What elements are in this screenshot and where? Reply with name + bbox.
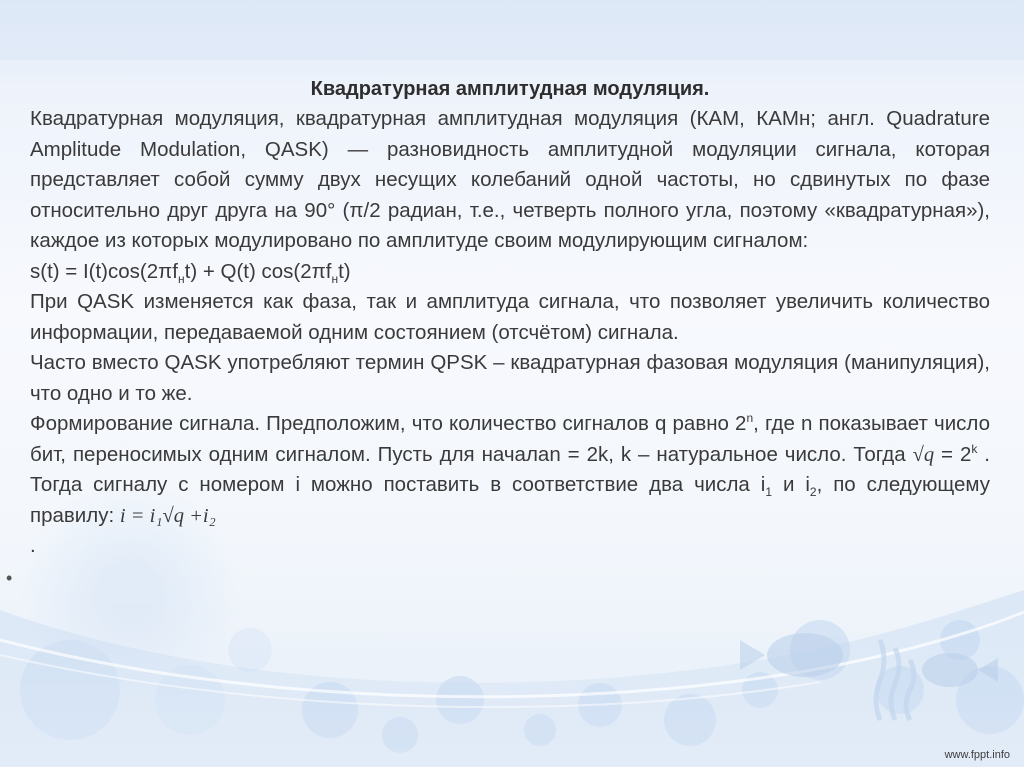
- bullet-dot: •: [6, 568, 13, 588]
- formation-sub-2: 2: [809, 485, 817, 500]
- paragraph-signal-formation: [30, 409, 990, 531]
- signal-formula: [30, 257, 990, 288]
- formula-part-1: s(t) = I(t)cos(2πf: [30, 259, 178, 283]
- formation-sup-n: n: [746, 411, 754, 426]
- formula-sub-2: н: [331, 271, 339, 286]
- formation-text-1: Формирование сигнала. Предположим, что количество сигналов q равно 2: [30, 412, 747, 435]
- slide-title: Квадратурная амплитудная модуляция.: [310, 78, 710, 100]
- formation-text-5: и i: [772, 473, 810, 496]
- formula-part-3: t): [338, 259, 351, 283]
- formation-text-3: = 2: [934, 442, 972, 466]
- mapping-rule: i = i₁√q +i₂: [119, 504, 216, 527]
- sqrt-q: √q: [912, 443, 935, 466]
- footer-site-url: www.fppt.info: [944, 749, 1010, 761]
- formation-sup-k: k: [971, 441, 978, 456]
- formation-text-4: . Тогда сигналу с номером i можно поставить в соответствие два числа i: [30, 442, 990, 496]
- formation-text-6: , по следующему правилу:: [30, 473, 991, 527]
- slide-body: [30, 74, 990, 562]
- paragraph-qpsk: Часто вместо QASK употребляют термин QPSK – квадратурная фазовая модуляция (манипуляция), что одно и то же.: [30, 351, 990, 405]
- formula-sub-1: н: [177, 271, 185, 286]
- formation-text-2: , где n показывает число бит, переносимых одним сигналом. Пусть для началаn = 2k, k – натуральное число. Тогда: [30, 412, 990, 466]
- paragraph-definition: Квадратурная модуляция, квадратурная амплитудная модуляция (КАМ, КАМн; англ. Quadrature Amplitude Modulation, QASK) — разновидность амплитудной модуляции сигнала, которая представляет собой сумму двух несущих колебаний одной частоты, но сдвинутых по фазе относительно друг друга на 90° (π/2 радиан, т.е., четверть полного угла, поэтому «квадратурная»), каждое из которых модулировано по амплитуде своим модулирующим сигналом:: [30, 107, 990, 252]
- formula-part-2: t) + Q(t) cos(2πf: [184, 259, 332, 283]
- formation-sub-1: 1: [765, 485, 773, 500]
- paragraph-qask: При QASK изменяется как фаза, так и амплитуда сигнала, что позволяет увеличить количество информации, передаваемой одним состоянием (отсчётом) сигнала.: [30, 290, 990, 344]
- trailing-dot: .: [30, 534, 36, 557]
